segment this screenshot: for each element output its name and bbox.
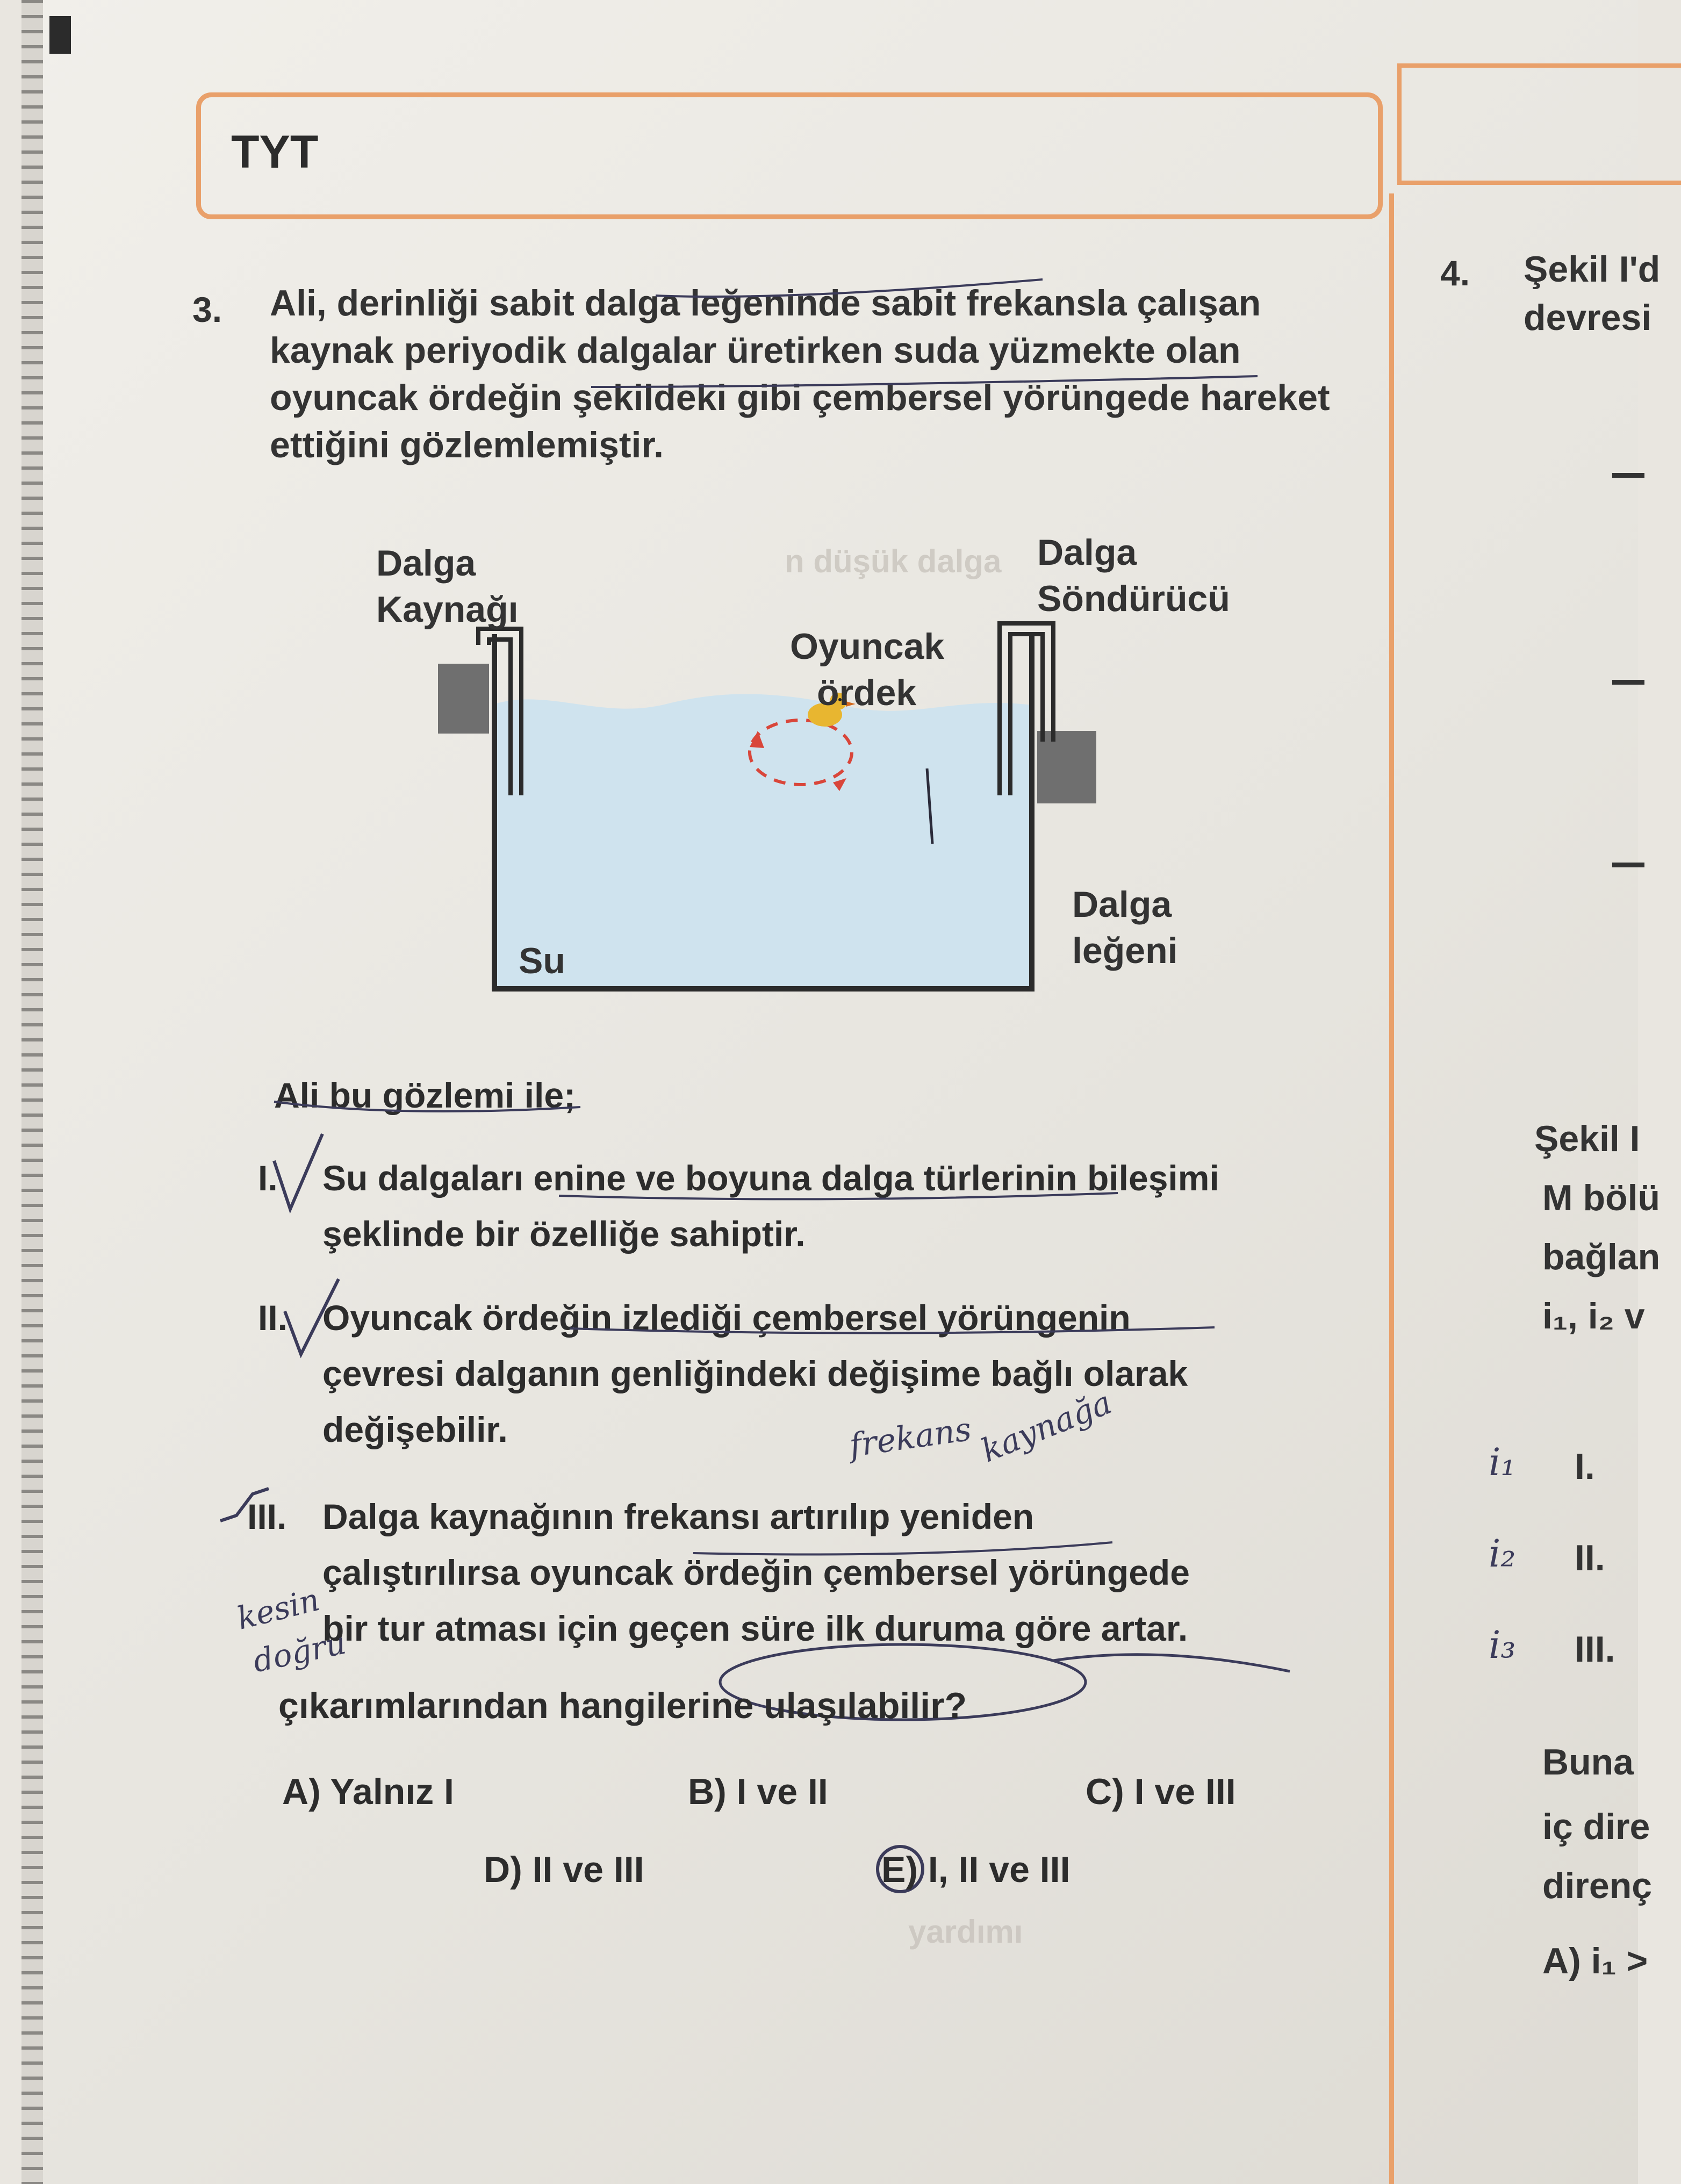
bleed-text: n düşük dalga (785, 543, 1002, 579)
circuit-line (1612, 680, 1644, 685)
q4-line: M bölü (1542, 1177, 1661, 1218)
statement-line: bir tur atması için geçen süre ilk duruma göre artar. (322, 1608, 1188, 1648)
tank-label-line: leğeni (1072, 930, 1178, 971)
pen-stroke (220, 1489, 269, 1521)
underline (656, 279, 1043, 297)
duck-label-line: Oyuncak (790, 626, 945, 667)
source-label-line: Kaynağı (376, 589, 519, 630)
q4-line: Buna (1542, 1742, 1634, 1783)
q4-line: A) i₁ > (1542, 1941, 1648, 1981)
q4-list-item: II. (1575, 1538, 1605, 1578)
q4-line: i₁, i₂ v (1542, 1296, 1645, 1337)
option-b[interactable]: B) I ve II (688, 1771, 828, 1812)
handwritten-note: frekans (847, 1410, 974, 1465)
statement-text: Oyuncak ördeğin izlediği çembersel yörüngenin (322, 1298, 1131, 1338)
handwritten-note: i₂ (1489, 1532, 1516, 1576)
statement-text: Dalga kaynağının frekansı artırılıp yeniden (322, 1497, 1035, 1536)
roman-numeral: II. (258, 1298, 288, 1338)
option-a[interactable]: A) Yalnız I (282, 1771, 454, 1812)
source-label-line: Dalga (376, 543, 476, 584)
statement-text: Su dalgaları enine ve boyuna dalga türlerinin bileşimi (322, 1158, 1219, 1198)
question-prompt: çıkarımlarından hangilerine ulaşılabilir? (278, 1685, 967, 1726)
statement-line: çevresi dalganın genliğindeki değişime bağlı olarak (322, 1354, 1188, 1393)
statement-line: çalıştırılırsa oyuncak ördeğin çembersel yörüngede (322, 1553, 1190, 1592)
underline (591, 376, 1258, 387)
stem-line: kaynak periyodik dalgalar üretirken suda yüzmekte olan (270, 330, 1241, 371)
question-number: 3. (192, 290, 222, 329)
option-c[interactable]: C) I ve III (1086, 1771, 1236, 1812)
check-mark (274, 1134, 322, 1209)
duck-label-line: ördek (817, 672, 917, 713)
damper-label-line: Dalga (1037, 532, 1137, 573)
check-mark (285, 1279, 339, 1354)
underline (570, 1327, 1215, 1333)
handwritten-note: kesin (233, 1581, 324, 1637)
stem-line: ettiğini gözlemlemiştir. (270, 425, 664, 465)
statement-line: şeklinde bir özelliğe sahiptir. (322, 1214, 806, 1254)
handwritten-note: i₃ (1489, 1623, 1516, 1667)
circuit-line (1612, 863, 1644, 867)
tank-label-line: Dalga (1072, 884, 1172, 925)
underline (559, 1193, 1118, 1199)
q4-line: Şekil I (1534, 1118, 1640, 1159)
underline (1053, 1655, 1290, 1671)
q4-line: bağlan (1542, 1237, 1661, 1277)
option-d[interactable]: D) II ve III (484, 1849, 644, 1890)
option-e[interactable]: E) I, II ve III (881, 1849, 1071, 1890)
damper-label-line: Söndürücü (1037, 578, 1230, 619)
roman-numeral: III. (247, 1497, 287, 1536)
handwritten-note: doğru (249, 1624, 349, 1680)
bleed-text: yardımı (908, 1914, 1023, 1950)
question-number: 4. (1440, 253, 1470, 293)
pen-annotations (21, 0, 1638, 2184)
q4-line: direnç (1542, 1865, 1653, 1906)
statements-intro: Ali bu gözlemi ile; (274, 1075, 576, 1115)
q4-line: iç dire (1542, 1806, 1650, 1847)
exam-page (21, 0, 1661, 2184)
stem-line: oyuncak ördeğin şekildeki gibi çembersel yörüngede hareket (270, 377, 1330, 418)
q4-list-item: I. (1575, 1446, 1595, 1487)
underline (693, 1542, 1112, 1555)
roman-numeral: I. (258, 1158, 278, 1198)
handwritten-note: kaynağa (976, 1383, 1117, 1470)
stem-line: Ali, derinliği sabit dalga leğeninde sabit frekansla çalışan (270, 283, 1261, 324)
water-label: Su (519, 940, 565, 981)
q4-list-item: III. (1575, 1629, 1615, 1670)
q4-line: devresi (1524, 297, 1652, 338)
section-title: TYT (231, 126, 319, 178)
underline (274, 1102, 580, 1111)
circuit-line (1612, 473, 1644, 478)
statement-line: değişebilir. (322, 1410, 508, 1449)
handwritten-note: i₁ (1489, 1440, 1516, 1484)
q4-line: Şekil I'd (1524, 249, 1661, 290)
